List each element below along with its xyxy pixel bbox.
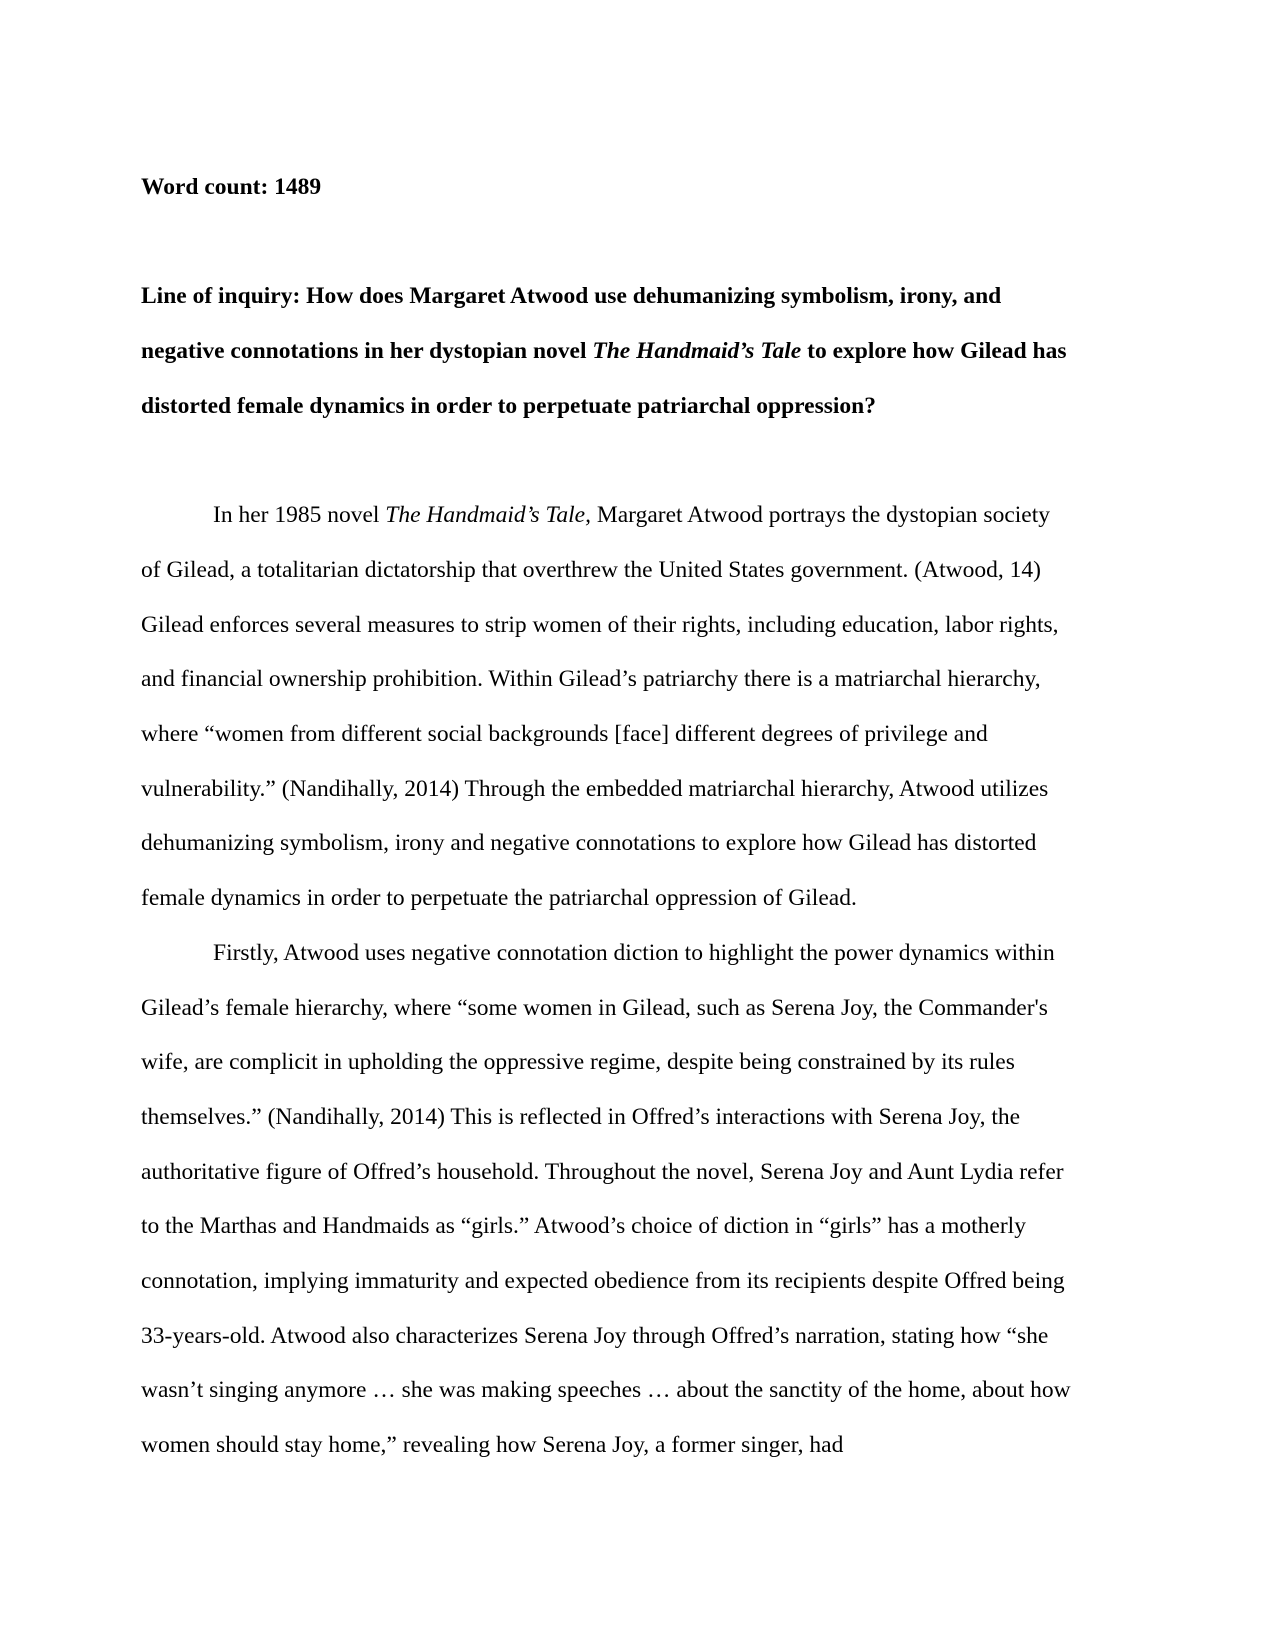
- intro-paragraph: [141, 488, 1075, 926]
- paragraph-segment: In her 1985 novel: [213, 502, 386, 529]
- body-paragraph-1: [141, 926, 1075, 1473]
- word-count-line: Word count: 1489: [141, 174, 322, 200]
- paragraph-segment: Margaret Atwood portrays the dystopian society of Gilead, a totalitarian dictatorship that overthrew the United States government. (Atwood, 14) Gilead enforces several measures to strip women of their rights, including education, labor rights, and financial ownership prohibition. Within Gilead’s patriarchy there is a matriarchal hierarchy, where “women from different social backgrounds [face] different degrees of privilege and vulnerability.” (Nandihally, 2014) Through the embedded matriarchal hierarchy, Atwood utilizes dehumanizing symbolism, irony and negative connotations to explore how Gilead has distorted female dynamics in order to perpetuate the patriarchal oppression of Gilead.: [141, 502, 1059, 912]
- line-of-inquiry-heading: [141, 269, 1075, 433]
- document-body: [141, 160, 1075, 1473]
- novel-title-italic-heading: The Handmaid’s Tale: [592, 338, 802, 365]
- novel-title-italic-body: The Handmaid’s Tale,: [385, 502, 591, 529]
- line-of-inquiry-text-part2: to explore how Gilead has distorted female dynamics in order to perpetuate patriarchal oppression?: [141, 338, 1067, 419]
- line-of-inquiry-text-part1: Line of inquiry: How does Margaret Atwood use dehumanizing symbolism, irony, and negative connotations in her dystopian novel: [141, 283, 1002, 365]
- spacer: [141, 434, 1075, 489]
- spacer: [141, 215, 1075, 270]
- paragraph-segment: Firstly, Atwood uses negative connotation diction to highlight the power dynamics within Gilead’s female hierarchy, where “some women in Gilead, such as Serena Joy, the Commander's wife, are complicit in upholding the oppressive regime, despite being constrained by its rules themselves.” (Nandihally, 2014) This is reflected in Offred’s interactions with Serena Joy, the authoritative figure of Offred’s household. Throughout the novel, Serena Joy and Aunt Lydia refer to the Marthas and Handmaids as “girls.” Atwood’s choice of diction in “girls” has a motherly connotation, implying immaturity and expected obedience from its recipients despite Offred being 33-years-old. Atwood also characterizes Serena Joy through Offred’s narration, stating how “she wasn’t singing anymore … she was making speeches … about the sanctity of the home, about how women should stay home,” revealing how Serena Joy, a former singer, had: [141, 939, 1071, 1459]
